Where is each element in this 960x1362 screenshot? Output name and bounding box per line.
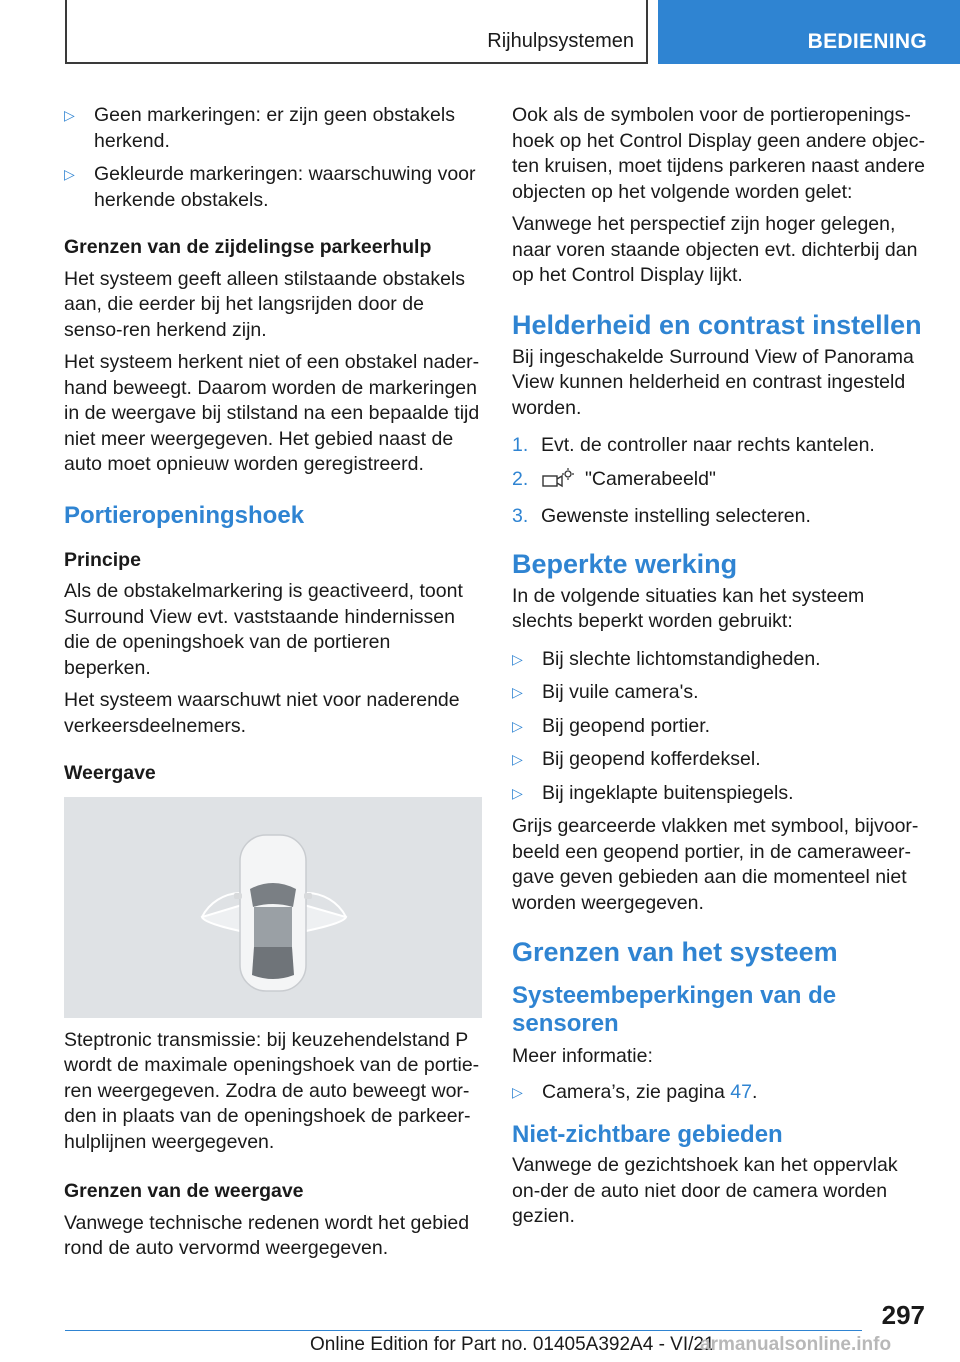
header-chapter-title: BEDIENING: [807, 30, 927, 53]
paragraph: Het systeem waarschuwt niet voor naderende verkeersdeelnemers.: [64, 689, 460, 737]
paragraph: Meer informatie:: [512, 1045, 653, 1067]
header-chapter-tab: [658, 0, 960, 64]
triangle-bullet-icon: ▷: [512, 650, 523, 667]
triangle-bullet-icon: ▷: [512, 1083, 523, 1100]
paragraph: Vanwege technische redenen wordt het gebied rond de auto vervormd weergegeven.: [64, 1211, 470, 1259]
header-section-box: [65, 0, 648, 64]
header-section-title: Rijhulpsystemen: [487, 30, 634, 52]
door-opening-angle-figure: [64, 797, 482, 1018]
paragraph: Steptronic transmissie: bij keuzehendelstand P wordt de maximale openingshoek van de portie-ren weergegeven. Zodra de auto beweegt wor-den in plaats van de openingshoek de parkeer-hulplijnen weergegeven.: [64, 1028, 480, 1153]
list-item: ▷ Camera’s, zie pagina 47.: [512, 1080, 926, 1106]
list-item: 2. "Camerabeeld": [512, 467, 926, 497]
marking-bullets: [64, 103, 482, 213]
principe-heading: Principe: [64, 548, 141, 571]
page-link-47[interactable]: 47: [730, 1080, 752, 1103]
triangle-bullet-icon: ▷: [512, 784, 523, 801]
triangle-bullet-icon: ▷: [512, 717, 523, 734]
list-item: ▷ Bij geopend portier.: [512, 714, 926, 740]
edition-text: Online Edition for Part no. 01405A392A4 - VI/21: [310, 1334, 715, 1355]
systeembeperkingen-sensoren-heading: Systeembeperkingen van de sensoren: [512, 982, 837, 1037]
paragraph: In de volgende situaties kan het systeem slechts beperkt worden gebruikt:: [512, 584, 865, 632]
list-item: 3. Gewenste instelling selecteren.: [512, 505, 811, 527]
triangle-bullet-icon: ▷: [512, 751, 523, 767]
weergave-heading: Weergave: [64, 762, 156, 784]
niet-zichtbare-gebieden-heading: Niet-zichtbare gebieden: [512, 1121, 783, 1148]
beperkte-werking-heading: Beperkte werking: [512, 548, 738, 579]
portieropeningshoek-heading: Portieropeningshoek: [64, 501, 305, 529]
brightness-steps: [512, 433, 926, 530]
list-item: ▷ Gekleurde markeringen: waarschuwing voor herkende obstakels.: [64, 163, 476, 211]
paragraph: Het systeem herkent niet of een obstakel nader-hand beweegt. Daarom worden de markeringen in de weergave bij stilstand na een bepaalde tijd niet meer weergegeven. Het gebied naast de auto moet opnieuw worden geregistreerd.: [64, 351, 480, 475]
list-item: 1. Evt. de controller naar rechts kantelen.: [512, 434, 875, 456]
paragraph: Als de obstakelmarkering is geactiveerd, toont Surround View evt. vaststaande hindernissen die de openingshoek van de portieren beperken.: [64, 580, 463, 679]
paragraph: Grijs gearceerde vlakken met symbool, bijvoor-beeld een geopend portier, in de cameraweer-gave geven gebieden aan die momenteel niet worden weergegeven.: [512, 815, 919, 914]
paragraph: Het systeem geeft alleen stilstaande obstakels aan, die eerder bij het langsrijden door de senso-ren herkend zijn.: [64, 267, 466, 341]
grenzen-parkeerhulp-heading: Grenzen van de zijdelingse parkeerhulp: [64, 236, 432, 258]
paragraph: Vanwege de gezichtshoek kan het oppervlak on-der de auto niet door de camera worden gezien.: [512, 1154, 898, 1227]
triangle-bullet-icon: ▷: [64, 166, 75, 182]
footer-divider: [65, 1330, 862, 1331]
paragraph: Bij ingeschakelde Surround View of Panorama View kunnen helderheid en contrast ingesteld worden.: [512, 345, 914, 419]
grenzen-systeem-heading: Grenzen van het systeem: [512, 937, 838, 967]
camera-settings-icon: [541, 467, 575, 497]
paragraph: Ook als de symbolen voor de portieropenings-hoek op het Control Display geen andere objec-ten kruisen, moet tijdens parkeren naast andere objecten op het volgende worden gelet:: [512, 104, 926, 203]
grenzen-weergave-heading: Grenzen van de weergave: [64, 1180, 304, 1202]
paragraph: Vanwege het perspectief zijn hoger gelegen, naar voren staande objecten evt. dichterbij dan op het Control Display lijkt.: [512, 213, 918, 286]
list-item: ▷ Bij vuile camera's.: [512, 680, 926, 706]
page-number: 297: [881, 1300, 925, 1330]
list-item: ▷ Bij slechte lichtomstandigheden.: [512, 647, 926, 673]
list-item: ▷ Bij ingeklapte buitenspiegels.: [512, 781, 926, 807]
camera-reference-bullets: [512, 1080, 926, 1106]
helderheid-contrast-heading: Helderheid en contrast instellen: [512, 309, 922, 340]
car-top-view-illustration: [64, 797, 482, 1018]
watermark-text: armanualsonline.info: [700, 1334, 892, 1355]
triangle-bullet-icon: ▷: [64, 107, 75, 123]
right-column: [512, 103, 926, 1237]
list-item: ▷ Bij geopend kofferdeksel.: [512, 747, 926, 773]
list-item: ▷ Geen markeringen: er zijn geen obstakels herkend.: [64, 104, 455, 152]
left-column: [64, 103, 482, 1269]
triangle-bullet-icon: ▷: [512, 684, 523, 700]
limitation-bullets: [512, 647, 926, 807]
